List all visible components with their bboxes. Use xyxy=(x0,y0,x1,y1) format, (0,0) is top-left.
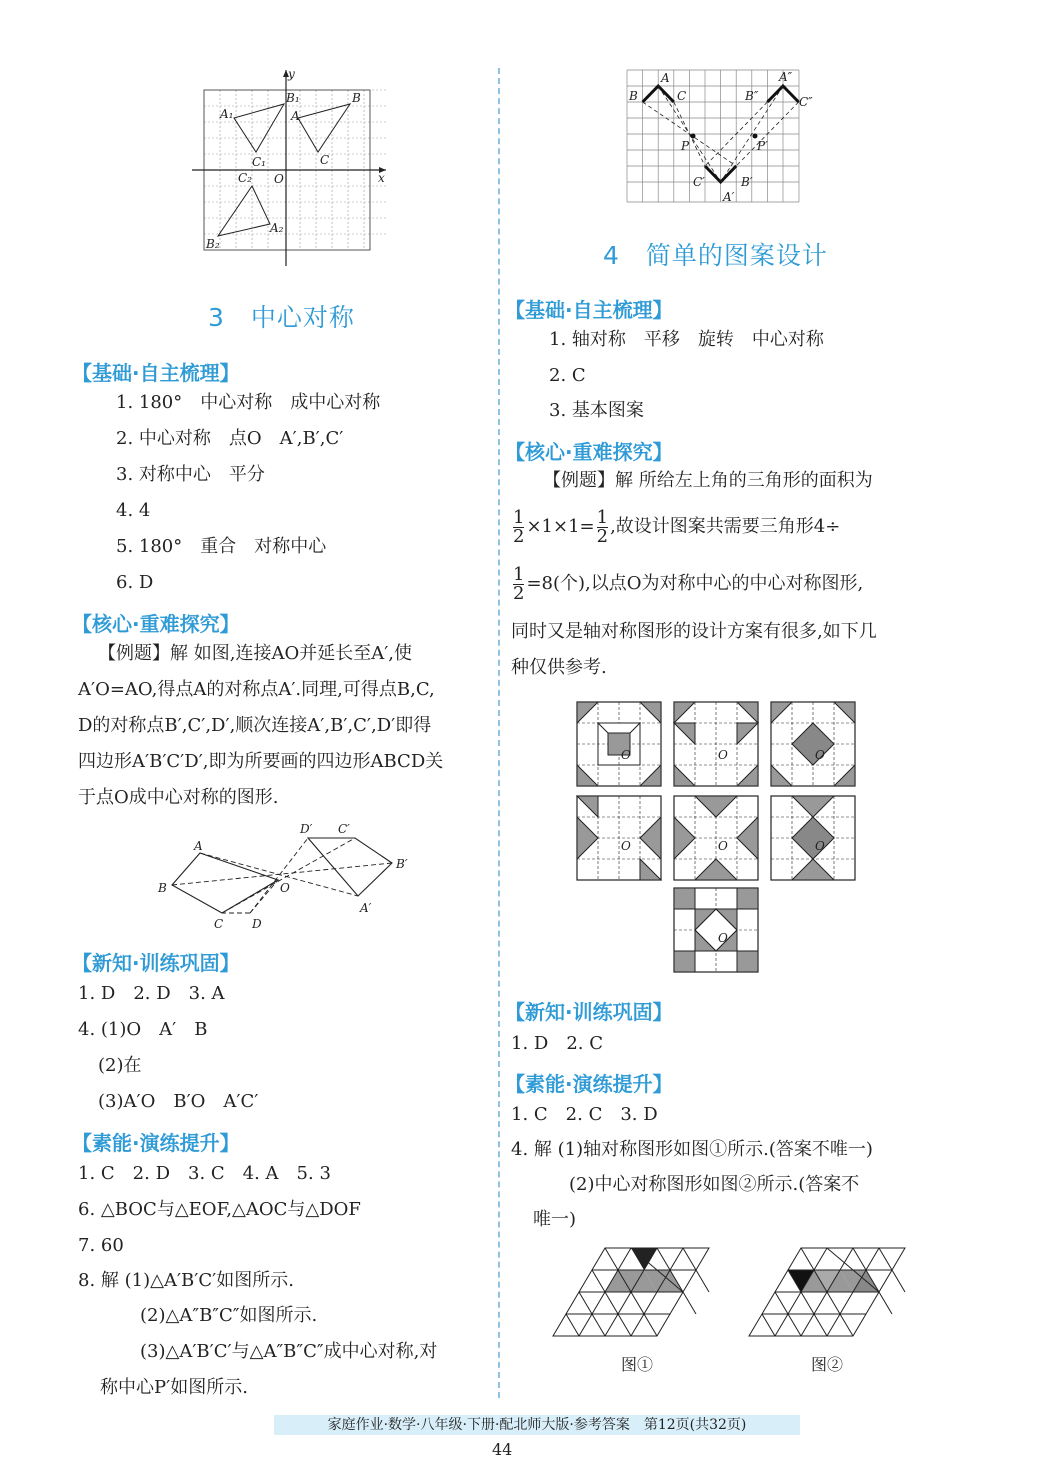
origin-label: O xyxy=(274,172,284,186)
point-label: B₂ xyxy=(206,237,220,251)
point-label: B₁ xyxy=(286,91,300,105)
heading-basic: 【基础·自主梳理】 xyxy=(72,361,240,385)
point-label: C xyxy=(320,153,330,167)
point-label: P xyxy=(681,139,690,153)
fraction: $\frac{1}{2}$ xyxy=(596,506,609,547)
point-label: C′ xyxy=(338,822,350,836)
point-label: C″ xyxy=(799,95,813,109)
answer-line: 4. 4 xyxy=(116,500,151,521)
point-label: D′ xyxy=(300,822,313,836)
answer-line: (2)中心对称图形如图②所示.(答案不 xyxy=(569,1174,860,1195)
heading-skill: 【素能·演练提升】 xyxy=(505,1072,673,1096)
center-label: O xyxy=(815,748,825,762)
page-footer: 家庭作业·数学·八年级·下册·配北师大版·参考答案 第12页(共32页) xyxy=(274,1415,800,1435)
answer-line: 1. 180° 中心对称 成中心对称 xyxy=(116,392,381,413)
answer-line: (2)△A″B″C″如图所示. xyxy=(140,1305,318,1326)
point-label: P′ xyxy=(757,139,768,153)
column-divider xyxy=(498,68,500,1398)
answer-line: 唯一) xyxy=(533,1209,577,1230)
point-label: B xyxy=(352,91,361,105)
central-symmetry-figure xyxy=(150,820,420,935)
example-line: 【例题】解 所给左上角的三角形的面积为 xyxy=(543,470,873,491)
answer-line: 4. 解 (1)轴对称图形如图①所示.(答案不唯一) xyxy=(511,1139,873,1160)
point-label: C′ xyxy=(693,175,705,189)
answer-line: 3. 对称中心 平分 xyxy=(116,464,265,485)
point-label: A₂ xyxy=(270,221,284,235)
heading-skill: 【素能·演练提升】 xyxy=(72,1131,240,1155)
example-line-fraction: $\frac{1}{2}$ =8(个),以点O为对称中心的中心对称图形, xyxy=(513,563,864,604)
answer-line: 8. 解 (1)△A′B′C′如图所示. xyxy=(78,1270,294,1291)
heading-core: 【核心·重难探究】 xyxy=(505,440,673,464)
answer-line: 3. 基本图案 xyxy=(549,400,644,421)
example-line: 同时又是轴对称图形的设计方案有很多,如下几 xyxy=(511,621,877,642)
fraction: $\frac{1}{2}$ xyxy=(513,506,525,547)
answer-line: (3)△A′B′C′与△A″B″C″成中心对称,对 xyxy=(140,1341,438,1362)
point-label: B xyxy=(158,881,167,895)
answer-line: 1. C 2. C 3. D xyxy=(511,1104,658,1125)
point-label: C₁ xyxy=(252,155,266,169)
center-label: O xyxy=(621,839,631,853)
point-label: O xyxy=(280,881,290,895)
point-label: A₁ xyxy=(220,107,234,121)
center-label: O xyxy=(815,839,825,853)
point-label: D xyxy=(252,917,262,931)
heading-new: 【新知·训练巩固】 xyxy=(72,951,240,975)
pattern-designs-figure xyxy=(577,702,863,976)
x-axis-label: x xyxy=(378,171,385,185)
point-label: C₂ xyxy=(238,171,252,185)
y-axis-label: y xyxy=(288,67,295,81)
answer-line: 7. 60 xyxy=(78,1235,124,1256)
answer-line: 4. (1)O A′ B xyxy=(78,1019,208,1040)
point-label: B xyxy=(629,89,638,103)
answer-line: 1. C 2. D 3. C 4. A 5. 3 xyxy=(78,1163,331,1184)
point-label: A xyxy=(194,839,203,853)
figure-2-lattice xyxy=(749,1244,929,1338)
center-label: O xyxy=(621,748,631,762)
example-line: A′O=AO,得点A的对称点A′.同理,可得点B,C, xyxy=(78,679,435,700)
example-line-fraction: $\frac{1}{2}$ ×1×1= $\frac{1}{2}$ ,故设计图案共需要三角形4÷ xyxy=(513,506,841,547)
answer-line: 1. D 2. C xyxy=(511,1033,603,1054)
example-line: 种仅供参考. xyxy=(511,657,607,678)
translation-grid-figure xyxy=(623,66,813,208)
answer-line: 2. C xyxy=(549,365,586,386)
center-label: O xyxy=(718,748,728,762)
center-label: O xyxy=(718,839,728,853)
point-label: C xyxy=(214,917,224,931)
answer-line: 1. D 2. D 3. A xyxy=(78,983,225,1004)
point-label: B″ xyxy=(745,89,759,103)
fraction: $\frac{1}{2}$ xyxy=(513,563,525,604)
answer-line: 1. 轴对称 平移 旋转 中心对称 xyxy=(549,329,824,350)
example-line: 【例题】解 如图,连接AO并延长至A′,使 xyxy=(98,643,413,664)
point-label: A′ xyxy=(723,190,735,204)
point-label: A xyxy=(661,71,670,85)
answer-line: (2)在 xyxy=(98,1055,142,1076)
point-label: B′ xyxy=(396,857,408,871)
example-line: D的对称点B′,C′,D′,顺次连接A′,B′,C′,D′即得 xyxy=(78,715,432,736)
heading-core: 【核心·重难探究】 xyxy=(72,612,240,636)
point-label: C xyxy=(677,89,687,103)
example-line: 四边形A′B′C′D′,即为所要画的四边形ABCD关 xyxy=(78,751,444,772)
answer-line: 2. 中心对称 点O A′,B′,C′ xyxy=(116,428,344,449)
answer-line: (3)A′O B′O A′C′ xyxy=(98,1091,259,1112)
figure-caption: 图② xyxy=(811,1355,844,1374)
section-title: 3 中心对称 xyxy=(208,303,355,332)
figure-1-lattice xyxy=(553,1244,733,1338)
answer-line: 6. D xyxy=(116,572,154,593)
heading-new: 【新知·训练巩固】 xyxy=(505,1000,673,1024)
answer-line: 5. 180° 重合 对称中心 xyxy=(116,536,327,557)
point-label: A xyxy=(291,109,300,123)
point-label: A″ xyxy=(779,70,793,84)
page-number: 44 xyxy=(492,1440,513,1459)
section-title: 4 简单的图案设计 xyxy=(603,241,828,270)
example-line: 于点O成中心对称的图形. xyxy=(78,787,279,808)
point-label: B′ xyxy=(741,175,753,189)
heading-basic: 【基础·自主梳理】 xyxy=(505,298,673,322)
point-label: A′ xyxy=(360,901,372,915)
figure-caption: 图① xyxy=(621,1355,654,1374)
coordinate-grid-figure xyxy=(190,66,390,266)
answer-line: 6. △BOC与△EOF,△AOC与△DOF xyxy=(78,1199,361,1220)
center-label: O xyxy=(718,931,728,945)
answer-line: 称中心P′如图所示. xyxy=(100,1377,248,1398)
